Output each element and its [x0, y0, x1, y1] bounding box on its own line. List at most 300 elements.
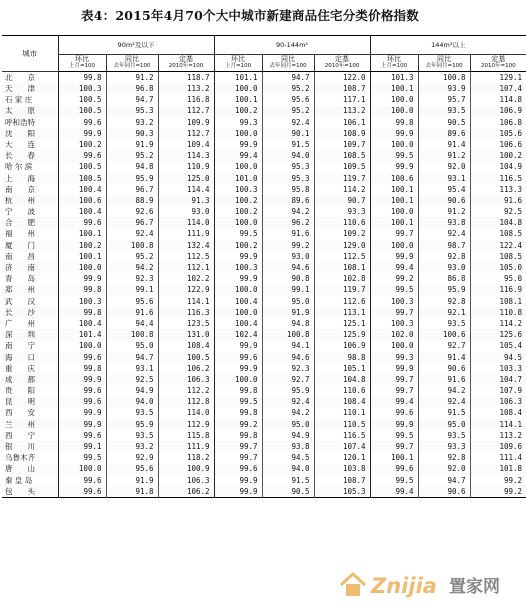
index-value: 131.0 — [158, 329, 214, 340]
table-row — [2, 117, 526, 128]
table-row — [2, 139, 526, 150]
index-value: 100.3 — [214, 184, 262, 195]
index-value: 100.0 — [58, 262, 106, 273]
subheader-yoy-base: 去年同月=100 — [262, 63, 314, 72]
city-name: 贵 阳 — [5, 386, 35, 396]
index-value: 92.7 — [262, 374, 314, 385]
index-value: 99.2 — [370, 273, 418, 284]
index-value: 86.8 — [418, 273, 470, 284]
index-value: 91.2 — [418, 206, 470, 217]
table-title: 表4：2015年4月70个大中城市新建商品住宅分类价格指数 — [81, 8, 419, 23]
index-value: 105.3 — [314, 486, 370, 498]
index-value: 94.2 — [106, 262, 158, 273]
index-value: 95.2 — [262, 106, 314, 117]
index-value: 113.1 — [314, 307, 370, 318]
index-value: 92.5 — [470, 206, 526, 217]
table-row — [2, 318, 526, 329]
index-value: 93.1 — [418, 173, 470, 184]
house-roof-icon — [341, 574, 365, 585]
index-value: 112.7 — [158, 106, 214, 117]
index-value: 91.6 — [262, 229, 314, 240]
index-value: 93.5 — [106, 408, 158, 419]
index-value: 109.5 — [314, 162, 370, 173]
house-body-icon — [346, 584, 360, 596]
index-value: 110.6 — [314, 385, 370, 396]
city-name: 大 连 — [5, 139, 35, 149]
index-value: 94.1 — [262, 341, 314, 352]
index-value: 91.2 — [106, 72, 158, 84]
index-value: 92.8 — [418, 296, 470, 307]
index-value: 116.5 — [314, 430, 370, 441]
index-value: 93.0 — [262, 251, 314, 262]
index-value: 100.5 — [58, 106, 106, 117]
index-value: 119.7 — [314, 173, 370, 184]
index-value: 99.9 — [58, 273, 106, 284]
table-row — [2, 83, 526, 94]
index-value: 106.1 — [314, 117, 370, 128]
index-value: 100.0 — [214, 83, 262, 94]
index-value: 93.5 — [418, 106, 470, 117]
watermark-cn: 置家网 — [449, 577, 500, 597]
index-value: 100.0 — [214, 285, 262, 296]
index-value: 100.6 — [370, 173, 418, 184]
index-value: 95.0 — [418, 419, 470, 430]
index-value: 100.8 — [106, 329, 158, 340]
city-name: 包 头 — [2, 486, 58, 498]
index-value: 94.6 — [262, 262, 314, 273]
index-value: 112.9 — [158, 419, 214, 430]
index-value: 95.9 — [106, 173, 158, 184]
index-value: 115.8 — [158, 430, 214, 441]
index-value: 99.9 — [58, 374, 106, 385]
index-value: 99.7 — [370, 374, 418, 385]
index-value: 102.2 — [158, 273, 214, 284]
index-value: 100.8 — [418, 72, 470, 84]
index-value: 99.6 — [214, 352, 262, 363]
index-value: 111.9 — [158, 229, 214, 240]
index-value: 114.2 — [470, 318, 526, 329]
index-value: 122.4 — [470, 240, 526, 251]
index-value: 92.0 — [418, 162, 470, 173]
index-value: 114.2 — [314, 184, 370, 195]
index-value: 118.2 — [158, 452, 214, 463]
index-value: 100.3 — [58, 296, 106, 307]
index-value: 106.3 — [158, 374, 214, 385]
index-value: 100.0 — [370, 240, 418, 251]
index-value: 99.6 — [370, 408, 418, 419]
index-value: 93.3 — [314, 206, 370, 217]
index-value: 100.0 — [370, 139, 418, 150]
subheader-yoy: 同比 — [262, 55, 314, 64]
city-name: 石 家 庄 — [5, 95, 33, 105]
index-value: 100.0 — [214, 162, 262, 173]
city-column-header: 城市 — [2, 36, 58, 72]
index-value: 102.8 — [314, 273, 370, 284]
index-value: 94.0 — [262, 464, 314, 475]
index-value: 99.6 — [58, 486, 106, 498]
index-value: 99.9 — [370, 363, 418, 374]
index-value: 117.1 — [314, 94, 370, 105]
index-value: 111.9 — [158, 441, 214, 452]
table-row — [2, 464, 526, 475]
index-value: 109.2 — [314, 229, 370, 240]
index-value: 93.8 — [418, 217, 470, 228]
index-value: 93.9 — [418, 83, 470, 94]
index-value: 100.8 — [106, 240, 158, 251]
index-value: 104.8 — [470, 217, 526, 228]
subheader-mom-base: 上月=100 — [58, 63, 106, 72]
city-name: 成 都 — [2, 374, 58, 385]
index-value: 99.9 — [214, 251, 262, 262]
index-value: 90.7 — [314, 195, 370, 206]
index-value: 98.7 — [418, 240, 470, 251]
city-name: 郑 州 — [2, 285, 58, 296]
subheader-base: 定基 — [158, 55, 214, 64]
index-value: 113.2 — [158, 83, 214, 94]
index-value: 114.0 — [158, 408, 214, 419]
index-value: 108.5 — [314, 150, 370, 161]
table-row — [2, 150, 526, 161]
city-name: 武 汉 — [5, 296, 35, 306]
table-row — [2, 307, 526, 318]
index-value: 99.5 — [370, 150, 418, 161]
index-value: 112.1 — [158, 262, 214, 273]
index-value: 99.6 — [58, 352, 106, 363]
index-value: 91.4 — [418, 352, 470, 363]
table-row — [2, 296, 526, 307]
index-value: 116.8 — [158, 94, 214, 105]
index-value: 100.6 — [418, 329, 470, 340]
table-row — [2, 229, 526, 240]
index-value: 91.8 — [106, 486, 158, 498]
index-value: 93.2 — [106, 117, 158, 128]
index-value: 99.6 — [58, 117, 106, 128]
index-value: 92.9 — [106, 452, 158, 463]
index-value: 94.7 — [418, 475, 470, 486]
table-row — [2, 217, 526, 228]
city-name: 杭 州 — [2, 195, 58, 206]
table-row — [2, 273, 526, 284]
index-value: 103.8 — [314, 464, 370, 475]
index-value: 95.6 — [106, 296, 158, 307]
index-value: 99.9 — [370, 128, 418, 139]
city-name: 哈 尔 滨 — [5, 162, 33, 172]
city-name: 沈 阳 — [2, 128, 58, 139]
index-value: 96.7 — [106, 217, 158, 228]
index-value: 101.3 — [370, 72, 418, 84]
city-name: 兰 州 — [2, 419, 58, 430]
group-header-medium: 90-144m² — [214, 36, 370, 55]
index-value: 109.9 — [158, 117, 214, 128]
index-value: 89.6 — [418, 128, 470, 139]
index-value: 99.5 — [214, 396, 262, 407]
index-value: 123.5 — [158, 318, 214, 329]
index-value: 106.3 — [470, 396, 526, 407]
index-value: 116.5 — [470, 173, 526, 184]
index-value: 129.0 — [314, 240, 370, 251]
index-value: 113.2 — [314, 106, 370, 117]
index-value: 92.3 — [106, 273, 158, 284]
index-value: 94.5 — [470, 352, 526, 363]
index-value: 99.4 — [370, 486, 418, 498]
index-value: 107.4 — [470, 83, 526, 94]
index-value: 107.9 — [470, 385, 526, 396]
index-value: 106.2 — [158, 486, 214, 498]
index-value: 92.3 — [262, 363, 314, 374]
index-value: 91.6 — [106, 307, 158, 318]
index-value: 99.6 — [370, 464, 418, 475]
index-value: 90.1 — [262, 128, 314, 139]
znijia-watermark-logo — [337, 563, 522, 601]
index-value: 93.5 — [418, 430, 470, 441]
table-row — [2, 240, 526, 251]
table-row — [2, 173, 526, 184]
index-value: 95.9 — [418, 285, 470, 296]
index-value: 99.8 — [214, 385, 262, 396]
index-value: 125.6 — [470, 329, 526, 340]
index-value: 91.6 — [418, 374, 470, 385]
index-value: 100.5 — [158, 352, 214, 363]
subheader-base: 定基 — [314, 55, 370, 64]
table-row — [2, 184, 526, 195]
city-name: 厦 门 — [2, 240, 58, 251]
index-value: 94.2 — [262, 408, 314, 419]
index-value: 95.0 — [262, 419, 314, 430]
index-value: 99.9 — [58, 128, 106, 139]
index-value: 100.0 — [370, 341, 418, 352]
index-value: 110.8 — [470, 307, 526, 318]
index-value: 101.0 — [214, 173, 262, 184]
index-value: 90.6 — [418, 195, 470, 206]
index-value: 99.1 — [58, 441, 106, 452]
index-value: 99.4 — [370, 262, 418, 273]
index-value: 99.8 — [58, 363, 106, 374]
index-value: 100.0 — [370, 94, 418, 105]
index-value: 96.8 — [106, 83, 158, 94]
index-value: 106.9 — [314, 341, 370, 352]
index-value: 94.7 — [262, 72, 314, 84]
index-value: 108.9 — [314, 128, 370, 139]
index-value: 100.1 — [370, 195, 418, 206]
index-value: 92.8 — [418, 251, 470, 262]
index-value: 95.4 — [418, 184, 470, 195]
index-value: 93.5 — [106, 430, 158, 441]
table-row — [2, 475, 526, 486]
index-value: 114.3 — [158, 150, 214, 161]
index-value: 95.9 — [106, 419, 158, 430]
index-value: 100.5 — [58, 94, 106, 105]
index-value: 122.9 — [158, 285, 214, 296]
index-value: 108.7 — [314, 475, 370, 486]
index-value: 96.7 — [106, 184, 158, 195]
city-name: 宁 波 — [5, 207, 35, 217]
index-value: 92.4 — [418, 229, 470, 240]
index-value: 94.9 — [106, 385, 158, 396]
index-value: 94.7 — [106, 352, 158, 363]
index-value: 88.9 — [106, 195, 158, 206]
index-value: 94.0 — [106, 396, 158, 407]
index-value: 108.4 — [314, 396, 370, 407]
index-value: 107.4 — [314, 441, 370, 452]
city-name: 合 肥 — [2, 217, 58, 228]
index-value: 92.4 — [262, 117, 314, 128]
city-name: 西 安 — [5, 408, 35, 418]
index-value: 91.4 — [418, 139, 470, 150]
index-value: 116.9 — [470, 285, 526, 296]
index-value: 112.5 — [314, 251, 370, 262]
index-value: 122.0 — [314, 72, 370, 84]
index-value: 100.2 — [470, 150, 526, 161]
index-value: 109.7 — [314, 139, 370, 150]
index-value: 92.7 — [418, 341, 470, 352]
index-value: 113.2 — [470, 430, 526, 441]
index-value: 108.4 — [470, 408, 526, 419]
index-value: 132.4 — [158, 240, 214, 251]
index-value: 99.9 — [58, 419, 106, 430]
index-value: 111.4 — [470, 452, 526, 463]
index-value: 95.8 — [262, 184, 314, 195]
index-value: 112.7 — [158, 128, 214, 139]
index-value: 100.8 — [262, 329, 314, 340]
index-value: 99.2 — [470, 475, 526, 486]
index-value: 125.9 — [314, 329, 370, 340]
index-value: 99.9 — [214, 341, 262, 352]
table-row — [2, 106, 526, 117]
city-name: 秦 皇 岛 — [5, 475, 33, 485]
index-value: 95.3 — [106, 106, 158, 117]
index-value: 93.0 — [418, 262, 470, 273]
index-value: 99.8 — [370, 117, 418, 128]
index-value: 100.0 — [370, 206, 418, 217]
index-value: 99.5 — [370, 430, 418, 441]
city-name: 济 南 — [2, 262, 58, 273]
index-value: 101.8 — [470, 464, 526, 475]
table-row — [2, 94, 526, 105]
index-value: 99.4 — [370, 396, 418, 407]
price-index-table — [2, 35, 526, 498]
index-value: 93.8 — [262, 441, 314, 452]
index-value: 129.1 — [470, 72, 526, 84]
index-value: 99.6 — [58, 385, 106, 396]
index-value: 110.9 — [158, 162, 214, 173]
index-value: 106.9 — [470, 106, 526, 117]
index-value: 109.6 — [470, 441, 526, 452]
index-value: 114.4 — [158, 184, 214, 195]
index-value: 95.2 — [106, 251, 158, 262]
index-value: 99.8 — [58, 72, 106, 84]
index-value: 91.5 — [262, 139, 314, 150]
subheader-fixed-base: 2010年=100 — [158, 63, 214, 72]
index-value: 116.3 — [158, 307, 214, 318]
index-value: 94.6 — [262, 352, 314, 363]
index-value: 99.2 — [262, 240, 314, 251]
index-value: 119.7 — [314, 285, 370, 296]
index-value: 91.6 — [470, 195, 526, 206]
group-header-large: 144m²以上 — [370, 36, 526, 55]
index-value: 99.4 — [214, 150, 262, 161]
subheader-mom-base: 上月=100 — [370, 63, 418, 72]
index-value: 99.6 — [58, 217, 106, 228]
index-value: 99.7 — [370, 307, 418, 318]
city-name: 天 津 — [2, 83, 58, 94]
index-value: 108.5 — [470, 229, 526, 240]
index-value: 94.5 — [262, 452, 314, 463]
index-value: 100.5 — [58, 162, 106, 173]
index-value: 99.7 — [214, 452, 262, 463]
index-value: 94.7 — [106, 94, 158, 105]
index-value: 108.1 — [314, 262, 370, 273]
index-value: 99.6 — [58, 396, 106, 407]
city-name: 南 昌 — [5, 251, 35, 261]
index-value: 114.0 — [158, 217, 214, 228]
index-value: 109.4 — [158, 139, 214, 150]
index-value: 105.0 — [470, 262, 526, 273]
table-row — [2, 251, 526, 262]
index-value: 92.8 — [418, 452, 470, 463]
index-value: 93.2 — [106, 441, 158, 452]
city-name: 昆 明 — [2, 396, 58, 407]
index-value: 99.6 — [58, 475, 106, 486]
city-name: 南 宁 — [5, 341, 35, 351]
index-value: 95.3 — [262, 162, 314, 173]
index-value: 99.6 — [214, 464, 262, 475]
index-value: 90.6 — [418, 363, 470, 374]
subheader-fixed-base: 2010年=100 — [470, 63, 526, 72]
index-value: 95.0 — [106, 341, 158, 352]
index-value: 90.5 — [262, 486, 314, 498]
index-value: 90.8 — [262, 273, 314, 284]
index-value: 100.1 — [370, 184, 418, 195]
subheader-fixed-base: 2010年=100 — [314, 63, 370, 72]
index-value: 99.9 — [58, 408, 106, 419]
index-value: 92.0 — [418, 464, 470, 475]
table-row — [2, 486, 526, 498]
index-value: 112.5 — [158, 251, 214, 262]
subheader-mom: 环比 — [370, 55, 418, 64]
index-value: 95.0 — [470, 273, 526, 284]
index-value: 92.4 — [262, 396, 314, 407]
index-value: 94.8 — [106, 162, 158, 173]
index-value: 100.1 — [58, 251, 106, 262]
index-value: 110.5 — [314, 419, 370, 430]
index-value: 99.5 — [214, 229, 262, 240]
city-name: 南 京 — [5, 184, 35, 194]
city-name: 西 宁 — [5, 430, 35, 440]
index-value: 100.2 — [214, 206, 262, 217]
index-value: 106.2 — [158, 363, 214, 374]
table-row — [2, 385, 526, 396]
index-value: 125.1 — [314, 318, 370, 329]
index-value: 99.7 — [370, 385, 418, 396]
index-value: 100.0 — [58, 341, 106, 352]
index-value: 95.0 — [262, 296, 314, 307]
index-value: 99.9 — [214, 363, 262, 374]
index-value: 94.2 — [418, 385, 470, 396]
index-value: 106.6 — [470, 139, 526, 150]
index-value: 91.5 — [418, 408, 470, 419]
table-row — [2, 441, 526, 452]
index-value: 118.7 — [158, 72, 214, 84]
index-value: 93.3 — [418, 441, 470, 452]
subheader-yoy: 同比 — [106, 55, 158, 64]
index-value: 99.9 — [214, 475, 262, 486]
index-value: 100.2 — [214, 240, 262, 251]
table-row — [2, 419, 526, 430]
index-value: 96.2 — [262, 217, 314, 228]
city-name: 广 州 — [5, 318, 35, 328]
index-value: 100.4 — [214, 296, 262, 307]
index-value: 99.9 — [370, 419, 418, 430]
